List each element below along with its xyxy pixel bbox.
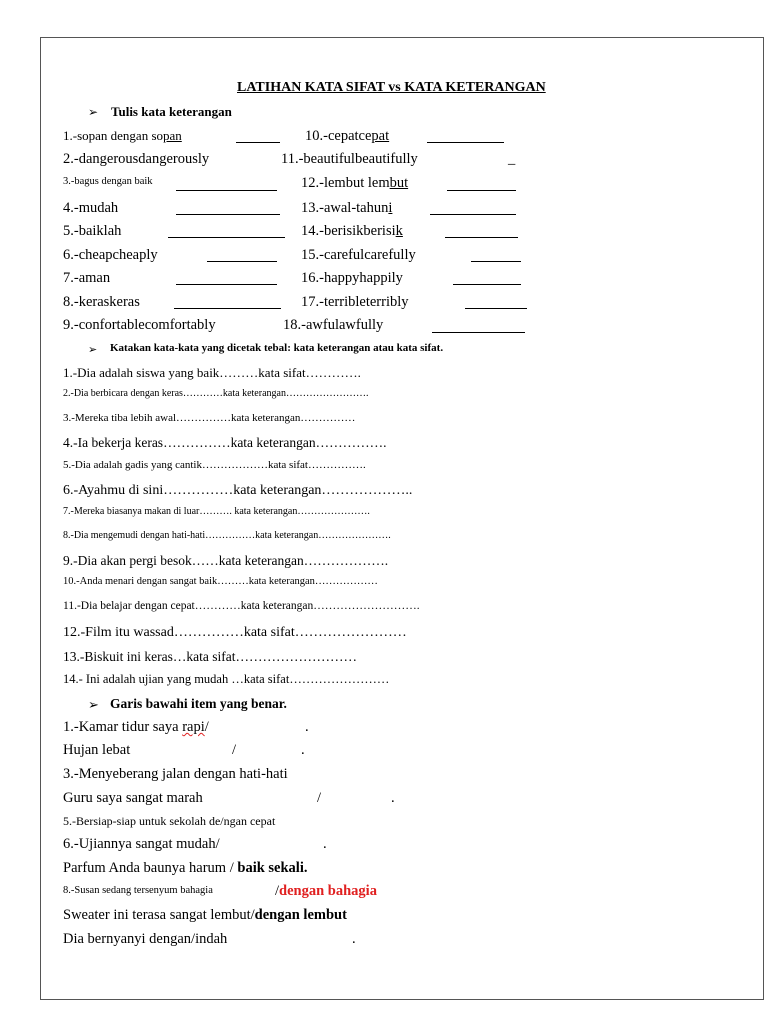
sentence-item: 7.-Mereka biasanya makan di luar………. kata keterangan…………………. [63, 506, 370, 517]
choice-item-8: 8.-Susan sedang tersenyum bahagia [63, 885, 213, 896]
answer-line [174, 308, 281, 309]
section-heading-1: Tulis kata keterangan [111, 104, 232, 119]
item-8: 8.-keraskeras [63, 294, 140, 310]
item-1: 1.-sopan dengan sopan [63, 128, 182, 143]
choice-item-8-answer: /dengan bahagia [275, 883, 377, 899]
answer-line [430, 214, 516, 215]
answer-line [207, 261, 277, 262]
answer-line [176, 284, 277, 285]
answer-line [465, 308, 527, 309]
answer-line [427, 142, 504, 143]
answer-line [453, 284, 521, 285]
sentence-item: 9.-Dia akan pergi besok……kata keterangan………………. [63, 553, 389, 568]
item-16: 16.-happyhappily [301, 270, 403, 286]
choice-item-2: Hujan lebat [63, 742, 131, 758]
item-9: 9.-confortablecomfortably [63, 317, 216, 333]
sentence-item: 12.-Film itu wassad……………kata sifat…………………… [63, 625, 407, 640]
item-4: 4.-mudah [63, 200, 119, 216]
choice-item-2-end: . [301, 742, 305, 758]
answer-line [432, 332, 525, 333]
choice-item-1: 1.-Kamar tidur saya rapi/ [63, 719, 209, 735]
bullet-arrow-icon: ➢ [88, 343, 98, 356]
choice-item-4-end: . [391, 790, 395, 806]
item-10: 10.-cepatcepat [305, 128, 390, 144]
worksheet-title: LATIHAN KATA SIFAT vs KATA KETERANGAN [237, 80, 546, 95]
answer-line [471, 261, 521, 262]
bullet-arrow-icon: ➢ [88, 105, 99, 119]
choice-item-6-end: . [323, 836, 327, 852]
sentence-item: 6.-Ayahmu di sini……………kata keterangan……………….. [63, 483, 413, 498]
choice-item-9: Sweater ini terasa sangat lembut/dengan lembut [63, 907, 347, 923]
sentence-item: 14.- Ini adalah ujian yang mudah …kata sifat…………………… [63, 672, 390, 686]
sentence-item: 2.-Dia berbicara dengan keras…………kata keterangan……………………. [63, 388, 369, 399]
choice-item-4: Guru saya sangat marah [63, 790, 203, 806]
answer-line [445, 237, 518, 238]
choice-separator: / [317, 790, 322, 806]
answer-line [447, 190, 516, 191]
item-15: 15.-carefulcarefully [301, 247, 416, 263]
answer-line [236, 142, 280, 143]
item-7: 7.-aman [63, 270, 111, 286]
choice-item-3: 3.-Menyeberang jalan dengan hati-hati [63, 766, 288, 782]
sentence-item: 3.-Mereka tiba lebih awal……………kata keterangan…………… [63, 412, 356, 424]
sentence-item: 11.-Dia belajar dengan cepat…………kata keterangan………………………. [63, 600, 420, 612]
item-17: 17.-terribleterribly [301, 294, 409, 310]
choice-item-10: Dia bernyanyi dengan/indah [63, 931, 228, 947]
choice-item-6: 6.-Ujiannya sangat mudah/ [63, 836, 220, 852]
bullet-arrow-icon: ➢ [88, 698, 99, 713]
sentence-item: 4.-Ia bekerja keras……………kata keterangan……………. [63, 435, 387, 450]
choice-separator: / [232, 742, 237, 758]
choice-item-1-end: . [305, 719, 309, 735]
item-11-blank: _ [508, 151, 516, 167]
section-heading-3: Garis bawahi item yang benar. [110, 696, 287, 711]
item-18: 18.-awfulawfully [283, 317, 384, 333]
sentence-item: 8.-Dia mengemudi dengan hati-hati……………kata keterangan…………………. [63, 530, 391, 541]
choice-item-5: 5.-Bersiap-siap untuk sekolah de/ngan cepat [63, 814, 276, 828]
choice-item-10-end: . [352, 931, 356, 947]
sentence-item: 13.-Biskuit ini keras…kata sifat……………………… [63, 649, 357, 664]
sentence-item: 10.-Anda menari dengan sangat baik………kata keterangan……………… [63, 576, 378, 587]
answer-line [176, 190, 277, 191]
section-heading-2: Katakan kata-kata yang dicetak tebal: kata keterangan atau kata sifat. [110, 342, 444, 354]
item-11: 11.-beautifulbeautifully [281, 151, 418, 167]
item-14: 14.-berisikberisik [301, 223, 403, 239]
item-12: 12.-lembut lembut [301, 175, 409, 191]
sentence-item: 1.-Dia adalah siswa yang baik………kata sifat…………. [63, 365, 361, 380]
answer-line [168, 237, 285, 238]
item-2: 2.-dangerousdangerously [63, 151, 210, 167]
choice-item-7: Parfum Anda baunya harum / baik sekali. [63, 860, 308, 876]
item-3: 3.-bagus dengan baik [63, 176, 153, 187]
answer-line [176, 214, 280, 215]
item-5: 5.-baiklah [63, 223, 122, 239]
sentence-item: 5.-Dia adalah gadis yang cantik………………kata sifat……………. [63, 459, 366, 471]
item-6: 6.-cheapcheaply [63, 247, 158, 263]
item-13: 13.-awal-tahuni [301, 200, 393, 216]
